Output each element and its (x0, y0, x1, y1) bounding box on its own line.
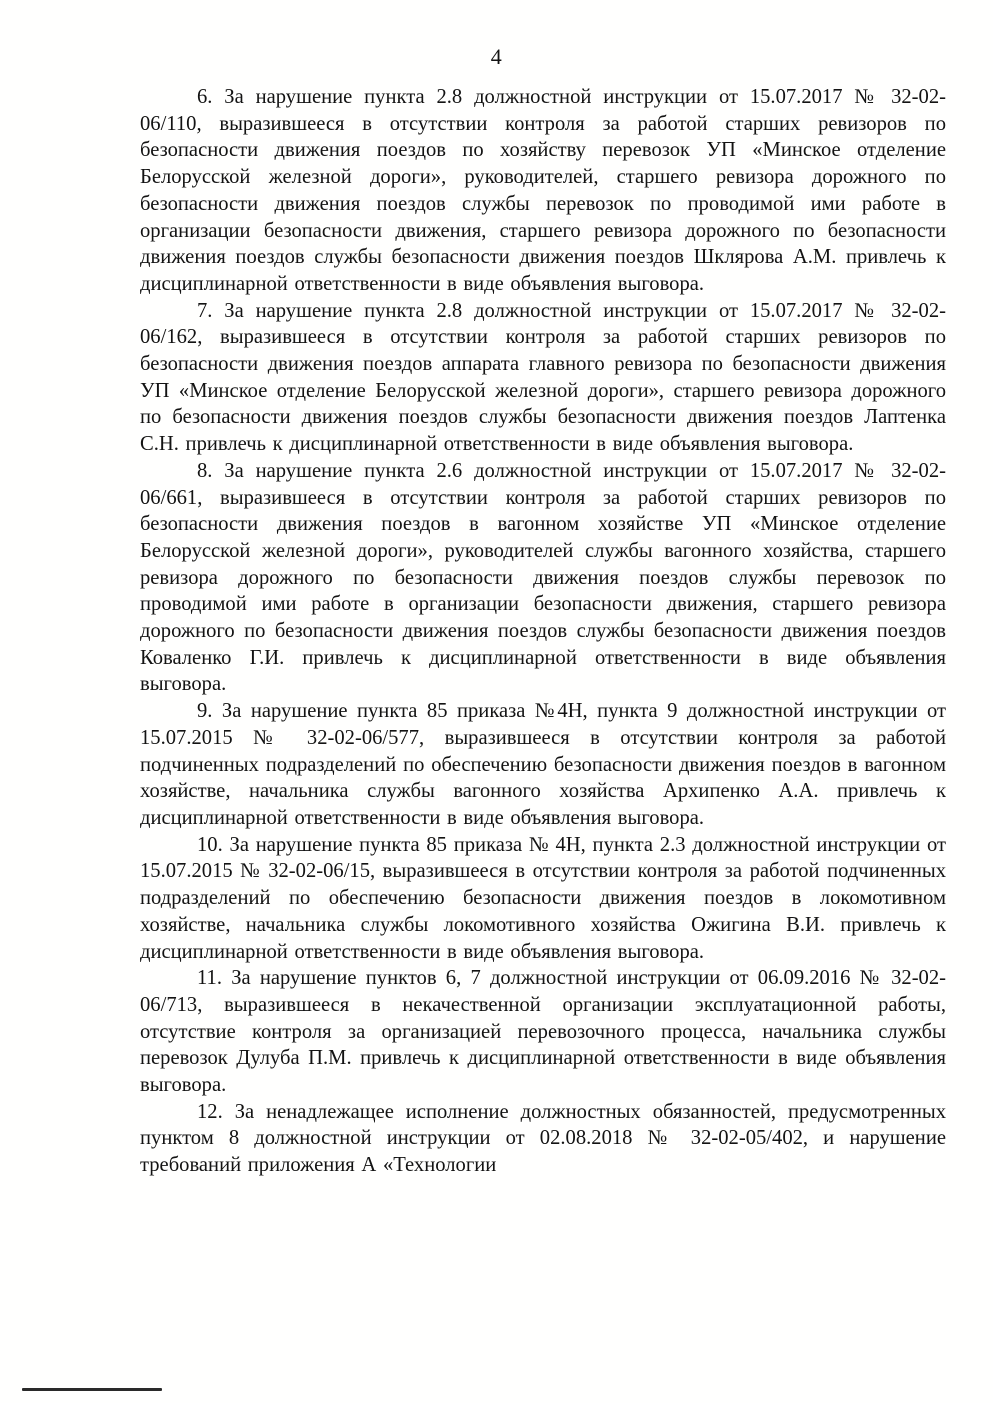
footer-rule (22, 1388, 162, 1391)
paragraph-item-6: 6. За нарушение пункта 2.8 должностной инструкции от 15.07.2017 № 32-02-06/110, выразившееся в отсутствии контроля за работой старших ревизоров по безопасности движения поездов по хозяйству перевозок УП «Минское отделение Белорусской железной дороги», руководителей, старшего ревизора дорожного по безопасности движения поездов службы перевозок по проводимой ими работе в организации безопасности движения, старшего ревизора дорожного по безопасности движения поездов службы безопасности движения поездов Шклярова А.М. привлечь к дисциплинарной ответственности в виде объявления выговора. (140, 86, 946, 295)
page-number: 4 (490, 44, 503, 69)
paragraph-item-11: 11. За нарушение пунктов 6, 7 должностной инструкции от 06.09.2016 № 32-02-06/713, выразившееся в некачественной организации эксплуатационной работы, отсутствие контроля за организацией перевозочного процесса, начальника службы перевозок Дулуба П.М. привлечь к дисциплинарной ответственности в виде объявления выговора. (140, 967, 946, 1097)
paragraph-item-10: 10. За нарушение пункта 85 приказа № 4Н, пункта 2.3 должностной инструкции от 15.07.2015 № 32-02-06/15, выразившееся в отсутствии контроля за работой подчиненных подразделений по обеспечению безопасности движения поездов в локомотивном хозяйстве, начальника службы локомотивного хозяйства Ожигина В.И. привлечь к дисциплинарной ответственности в виде объявления выговора. (140, 833, 946, 963)
paragraph-item-7: 7. За нарушение пункта 2.8 должностной инструкции от 15.07.2017 № 32-02-06/162, выразившееся в отсутствии контроля за работой старших ревизоров по безопасности движения поездов аппарата главного ревизора по безопасности движения УП «Минское отделение Белорусской железной дороги», старшего ревизора дорожного по безопасности движения поездов службы безопасности движения поездов Лаптенка С.Н. привлечь к дисциплинарной ответственности в виде объявления выговора. (140, 299, 946, 456)
paragraph-item-8: 8. За нарушение пункта 2.6 должностной инструкции от 15.07.2017 № 32-02-06/661, выразившееся в отсутствии контроля за работой старших ревизоров по безопасности движения поездов в вагонном хозяйстве УП «Минское отделение Белорусской железной дороги», руководителей службы вагонного хозяйства, старшего ревизора дорожного по безопасности движения поездов службы перевозок по проводимой ими работе в организации безопасности движения, старшего ревизора дорожного по безопасности движения поездов службы безопасности движения поездов Коваленко Г.И. привлечь к дисциплинарной ответственности в виде объявления выговора. (140, 459, 946, 696)
paragraph-item-9: 9. За нарушение пункта 85 приказа №4Н, пункта 9 должностной инструкции от 15.07.2015 № 32-02-06/577, выразившееся в отсутствии контроля за работой подчиненных подразделений по обеспечению безопасности движения поездов в вагонном хозяйстве, начальника службы вагонного хозяйства Архипенко А.А. привлечь к дисциплинарной ответственности в виде объявления выговора. (140, 700, 946, 829)
document-body (140, 84, 946, 1179)
paragraph-item-12: 12. За ненадлежащее исполнение должностных обязанностей, предусмотренных пунктом 8 должностной инструкции от 02.08.2018 № 32-02-05/402, и нарушение требований приложения А «Технологии (140, 1100, 946, 1177)
